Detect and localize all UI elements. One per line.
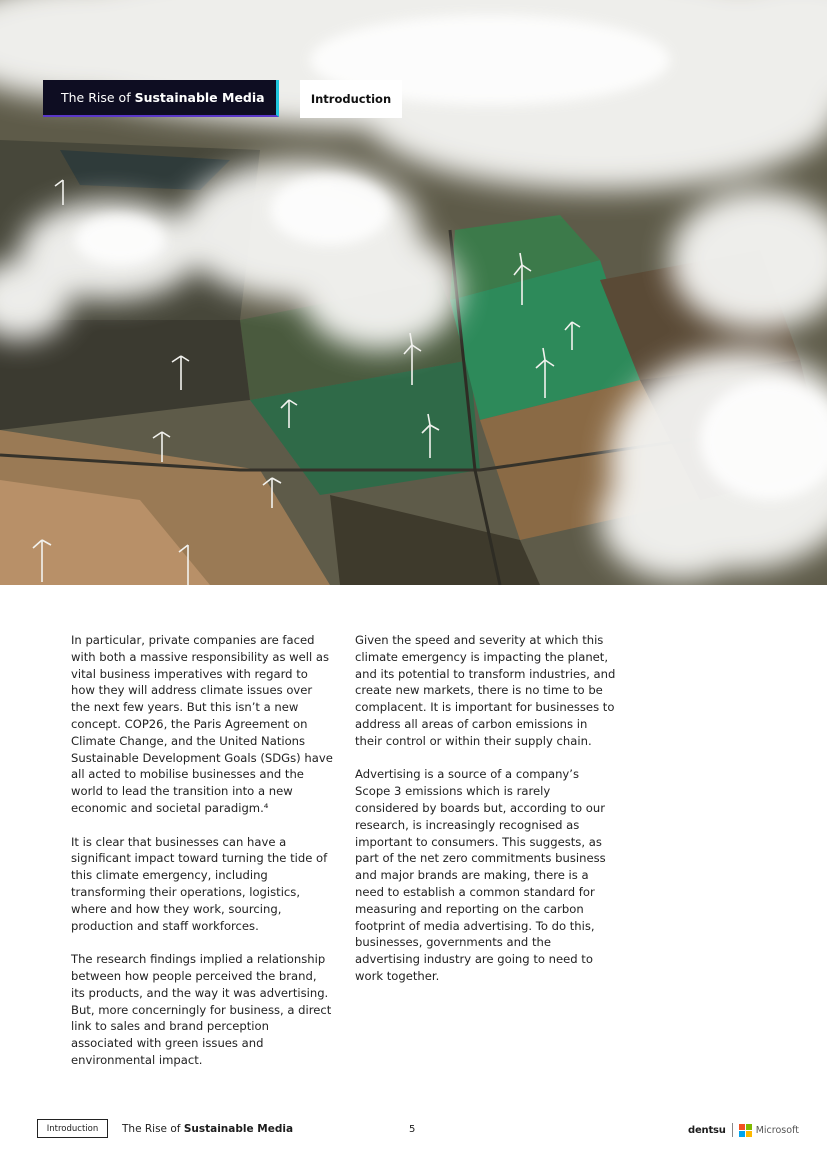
microsoft-wordmark: Microsoft — [755, 1124, 799, 1136]
paragraph: The research findings implied a relationship between how people perceived the brand, its products, and the way it was advertising. But, more concerningly for business, a direct link to sales and brand perception associated with green issues and environmental impact. — [71, 952, 332, 1067]
footer-title — [122, 1123, 293, 1135]
title-prefix: The Rise of — [61, 90, 135, 105]
body-column-right — [355, 632, 617, 1002]
document-title-badge — [43, 80, 279, 117]
microsoft-logo-icon — [739, 1124, 752, 1137]
paragraph: Advertising is a source of a company’s Scope 3 emissions which is rarely considered by boards but, according to our research, is increasingly recognised as important to consumers. This suggests, as part of the net zero commitments business and major brands are making, there is a need to establish a common standard for measuring and reporting on the carbon footprint of media advertising. To do this, businesses, governments and the advertising industry are going to need to work together. — [355, 767, 606, 983]
brand-divider — [732, 1123, 733, 1137]
paragraph: It is clear that businesses can have a significant impact toward turning the tide of this climate emergency, including transforming their operations, logistics, where and how they work, sourcing, production and staff workforces. — [71, 834, 328, 933]
footer-title-bold: Sustainable Media — [183, 1123, 294, 1135]
page-number: 5 — [409, 1124, 416, 1135]
footer-brands — [688, 1122, 799, 1138]
body-column-left — [71, 632, 333, 1086]
dentsu-logo: dentsu — [688, 1124, 726, 1136]
paragraph: In particular, private companies are faced with both a massive responsibility as well as vital business imperatives with regard to how they will address climate issues over the next few years. But this isn’t a new concept. COP26, the Paris Agreement on Climate Change, and the United Nations Sustainable Development Goals (SDGs) have all acted to mobilise businesses and the world to lead the transition into a new economic and societal paradigm.⁴ — [71, 633, 333, 815]
footer-title-prefix: The Rise of — [122, 1123, 184, 1135]
paragraph: Given the speed and severity at which this climate emergency is impacting the planet, and its potential to transform industries, and create new markets, there is no time to be complacent. It is important for businesses to address all areas of carbon emissions in their control or within their supply chain. — [355, 633, 616, 748]
title-bold: Sustainable Media — [134, 90, 265, 105]
section-badge: Introduction — [300, 80, 402, 118]
footer-section-badge: Introduction — [37, 1119, 108, 1138]
